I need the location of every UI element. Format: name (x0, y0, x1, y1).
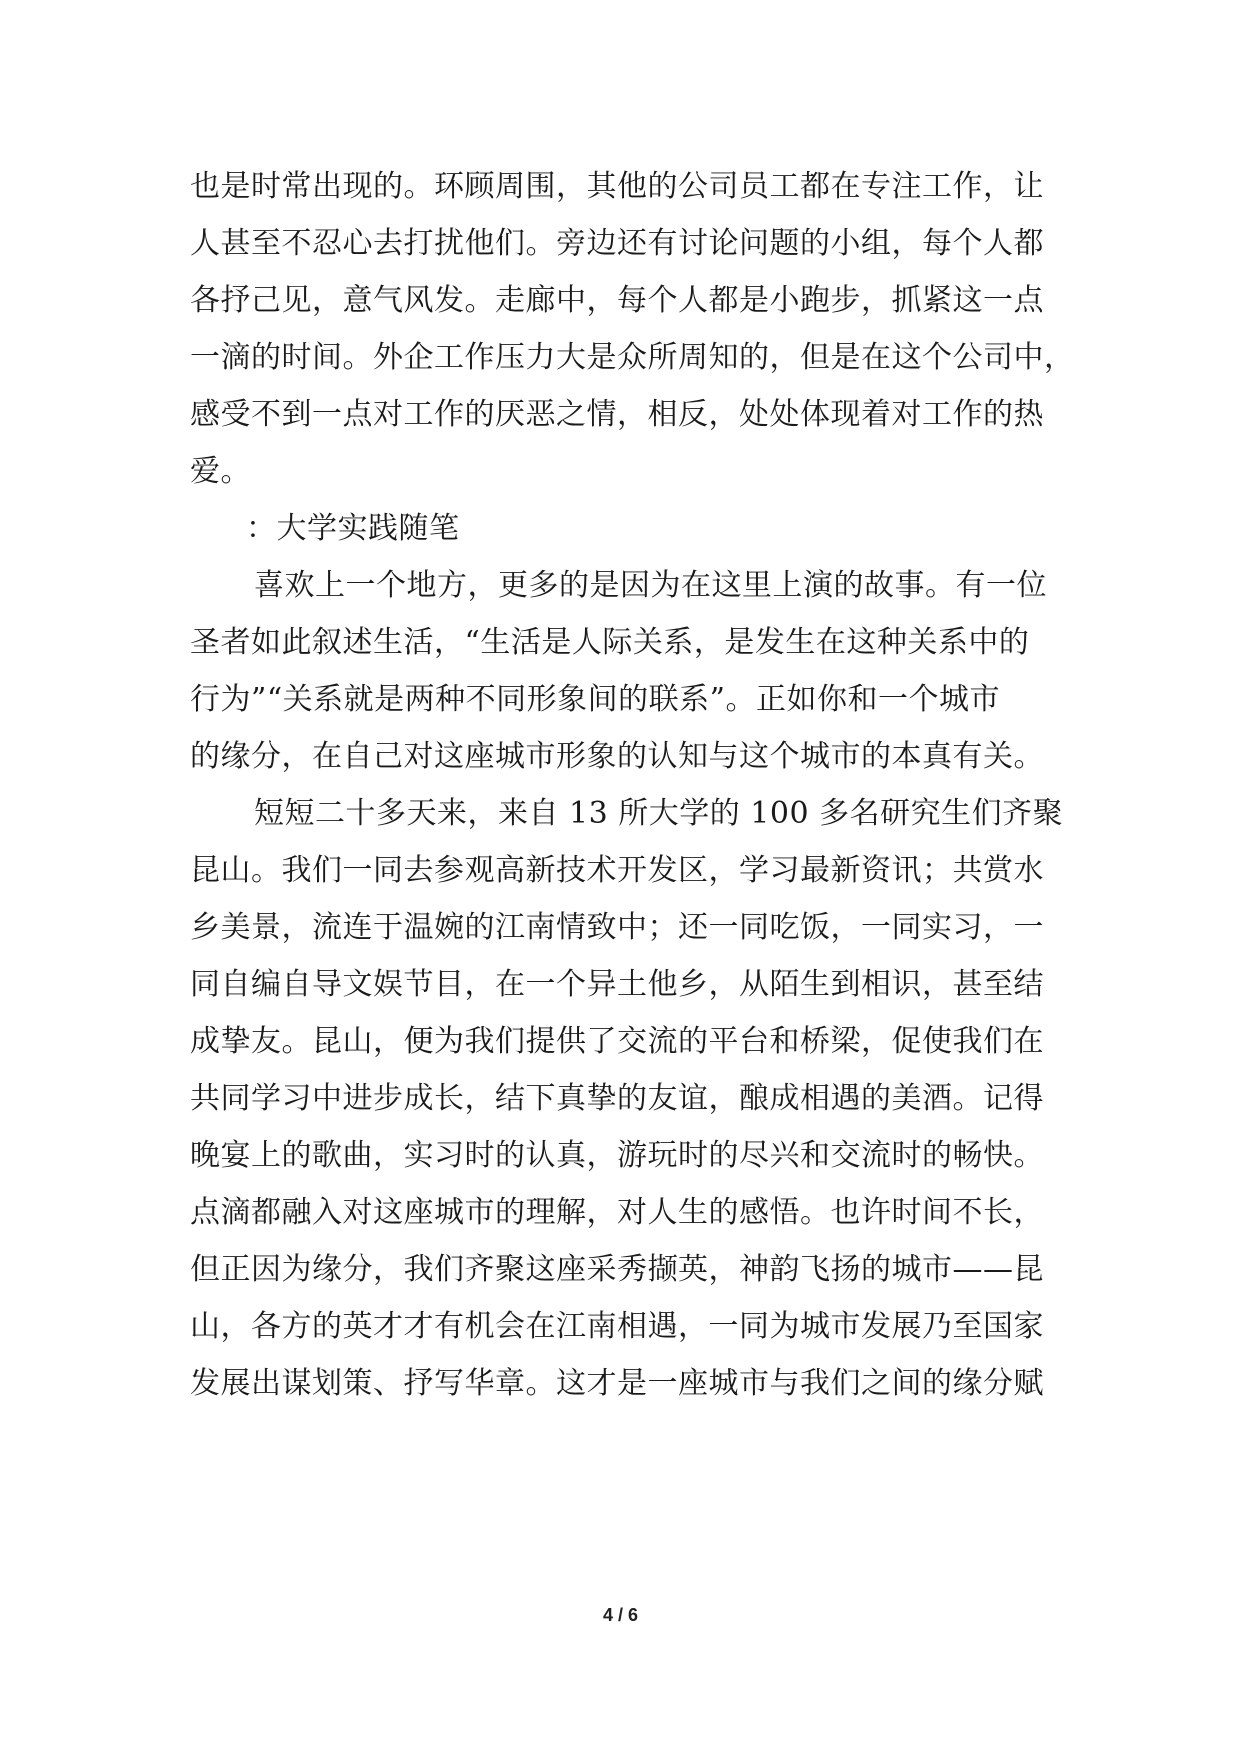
text-line: 乡美景，流连于温婉的江南情致中；还一同吃饭，一同实习，一 (190, 910, 1044, 945)
paragraph-first-line: 短短二十多天来，来自 13 所大学的 100 多名研究生们齐聚 (254, 796, 1064, 831)
page-number: 4 / 6 (602, 1605, 639, 1625)
text-line: 的缘分，在自己对这座城市形象的认知与这个城市的本真有关。 (190, 739, 1044, 774)
text-line: 一滴的时间。外企工作压力大是众所周知的，但是在这个公司中， (190, 340, 1075, 375)
text-line: 昆山。我们一同去参观高新技术开发区，学习最新资讯；共赏水 (190, 853, 1044, 888)
text-line: 感受不到一点对工作的厌恶之情，相反，处处体现着对工作的热 (190, 397, 1044, 432)
text-line: 点滴都融入对这座城市的理解，对人生的感悟。也许时间不长， (190, 1195, 1044, 1230)
text-line: 人甚至不忍心去打扰他们。旁边还有讨论问题的小组，每个人都 (190, 226, 1044, 261)
text-line: 圣者如此叙述生活，“生活是人际关系，是发生在这种关系中的 (190, 625, 1030, 660)
text-line: 各抒己见，意气风发。走廊中，每个人都是小跑步，抓紧这一点 (190, 283, 1044, 318)
text-line: 也是时常出现的。环顾周围，其他的公司员工都在专注工作，让 (190, 169, 1044, 204)
text-line: 山，各方的英才才有机会在江南相遇，一同为城市发展乃至国家 (190, 1309, 1044, 1344)
text-line: 发展出谋划策、抒写华章。这才是一座城市与我们之间的缘分赋 (190, 1366, 1044, 1401)
section-heading: ：大学实践随笔 (246, 511, 460, 546)
body-text (190, 158, 1075, 1412)
text-line: 行为”“关系就是两种不同形象间的联系”。正如你和一个城市 (190, 682, 1001, 717)
text-line: 共同学习中进步成长，结下真挚的友谊，酿成相遇的美酒。记得 (190, 1081, 1044, 1116)
text-line: 但正因为缘分，我们齐聚这座采秀撷英，神韵飞扬的城市——昆 (190, 1252, 1044, 1287)
text-line: 成挚友。昆山，便为我们提供了交流的平台和桥梁，促使我们在 (190, 1024, 1044, 1059)
text-line: 晚宴上的歌曲，实习时的认真，游玩时的尽兴和交流时的畅快。 (190, 1138, 1044, 1173)
text-line: 爱。 (190, 454, 251, 489)
text-line: 同自编自导文娱节目，在一个异土他乡，从陌生到相识，甚至结 (190, 967, 1044, 1002)
paragraph-first-line: 喜欢上一个地方，更多的是因为在这里上演的故事。有一位 (254, 568, 1047, 603)
